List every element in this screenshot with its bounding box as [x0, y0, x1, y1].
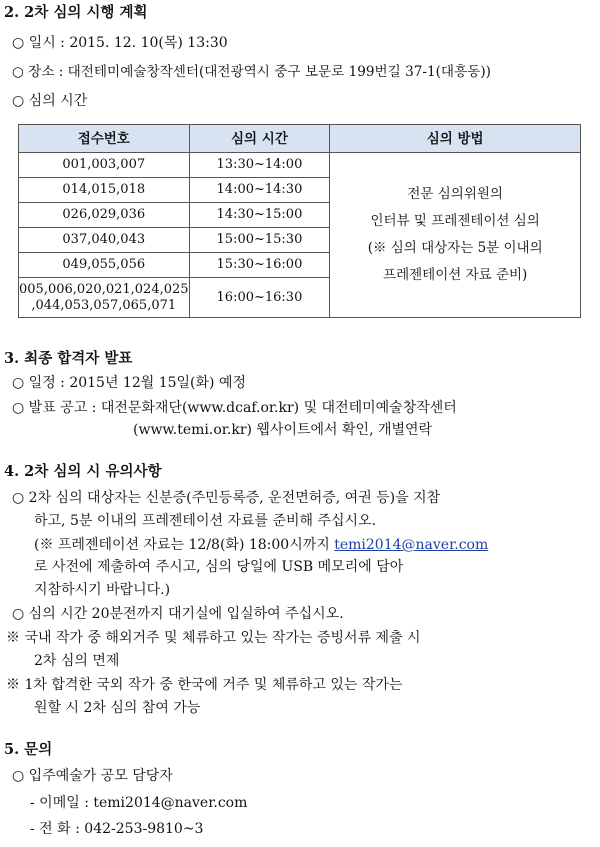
row-numbers: 001,003,007 [19, 153, 190, 178]
row-numbers-line-1: 005,006,020,021,024,025 [19, 281, 189, 297]
method-line: 인터뷰 및 프레젠테이션 심의 [370, 213, 540, 229]
row-numbers: 026,029,036 [19, 203, 190, 228]
note-1-line-2: 2차 심의 면제 [34, 653, 120, 669]
section-2-time-label: ○ 심의 시간 [12, 93, 88, 109]
row-numbers [19, 278, 190, 318]
notice-item-1-line-2: 하고, 5분 이내의 프레젠테이션 자료를 준비해 주십시오. [34, 513, 377, 529]
note-2-line-1: ※ 1차 합격한 국외 작가 중 한국에 거주 및 체류하고 있는 작가는 [6, 677, 403, 693]
row-time: 16:00~16:30 [189, 278, 330, 318]
row-time: 13:30~14:00 [189, 153, 330, 178]
schedule-table [18, 124, 581, 318]
method-line: 프레젠테이션 자료 준비) [383, 267, 528, 283]
review-method-cell [330, 153, 581, 318]
row-time: 15:00~15:30 [189, 228, 330, 253]
section-2-place: ○ 장소 : 대전테미예술창작센터(대전광역시 중구 보문로 199번길 37-1(대흥동)) [12, 64, 491, 80]
header-review-method: 심의 방법 [330, 125, 581, 153]
row-time: 14:00~14:30 [189, 178, 330, 203]
notice-item-2: ○ 심의 시간 20분전까지 대기실에 입실하여 주십시오. [12, 606, 344, 622]
section-5-contact: ○ 입주예술가 공모 담당자 [12, 768, 173, 784]
header-reception-number: 접수번호 [19, 125, 190, 153]
schedule-table-header-row [19, 125, 581, 153]
notice-item-1-line-3-text: (※ 프레젠테이션 자료는 12/8(화) 18:00시까지 [34, 537, 335, 553]
section-5-phone: - 전 화 : 042-253-9810~3 [30, 821, 204, 837]
row-numbers: 037,040,043 [19, 228, 190, 253]
notice-item-1-line-3 [34, 535, 488, 555]
header-review-time: 심의 시간 [189, 125, 330, 153]
section-3-schedule: ○ 일정 : 2015년 12월 15일(화) 예정 [12, 375, 247, 391]
method-line: 전문 심의위원의 [407, 186, 503, 202]
notice-item-1-line-1: ○ 2차 심의 대상자는 신분증(주민등록증, 운전면허증, 여권 등)을 지참 [12, 490, 441, 506]
section-5-email: - 이메일 : temi2014@naver.com [30, 795, 248, 811]
submission-email-link[interactable]: temi2014@naver.com [334, 537, 489, 553]
section-5-heading: 5. 문의 [4, 741, 53, 758]
section-2-date: ○ 일시 : 2015. 12. 10(목) 13:30 [12, 35, 228, 51]
row-numbers: 049,055,056 [19, 253, 190, 278]
row-time: 15:30~16:00 [189, 253, 330, 278]
section-3-heading: 3. 최종 합격자 발표 [4, 350, 133, 367]
row-time: 14:30~15:00 [189, 203, 330, 228]
table-row [19, 153, 581, 178]
notice-item-1-line-4: 로 사전에 제출하여 주시고, 심의 당일에 USB 메모리에 담아 [34, 559, 404, 575]
section-3-notice-line-1: ○ 발표 공고 : 대전문화재단(www.dcaf.or.kr) 및 대전테미예술창작센터 [12, 400, 457, 416]
method-line: (※ 심의 대상자는 5분 이내의 [367, 240, 543, 256]
section-2-heading: 2. 2차 심의 시행 계획 [4, 4, 148, 21]
note-1-line-1: ※ 국내 작가 중 해외거주 및 체류하고 있는 작가는 증빙서류 제출 시 [6, 630, 421, 646]
row-numbers: 014,015,018 [19, 178, 190, 203]
notice-item-1-line-5: 지참하시기 바랍니다.) [34, 582, 171, 598]
section-4-heading: 4. 2차 심의 시 유의사항 [4, 463, 162, 480]
section-3-notice-line-2: (www.temi.or.kr) 웹사이트에서 확인, 개별연락 [133, 422, 433, 438]
note-2-line-2: 원할 시 2차 심의 참여 가능 [34, 700, 201, 716]
row-numbers-line-2: ,044,053,057,065,071 [31, 297, 177, 313]
